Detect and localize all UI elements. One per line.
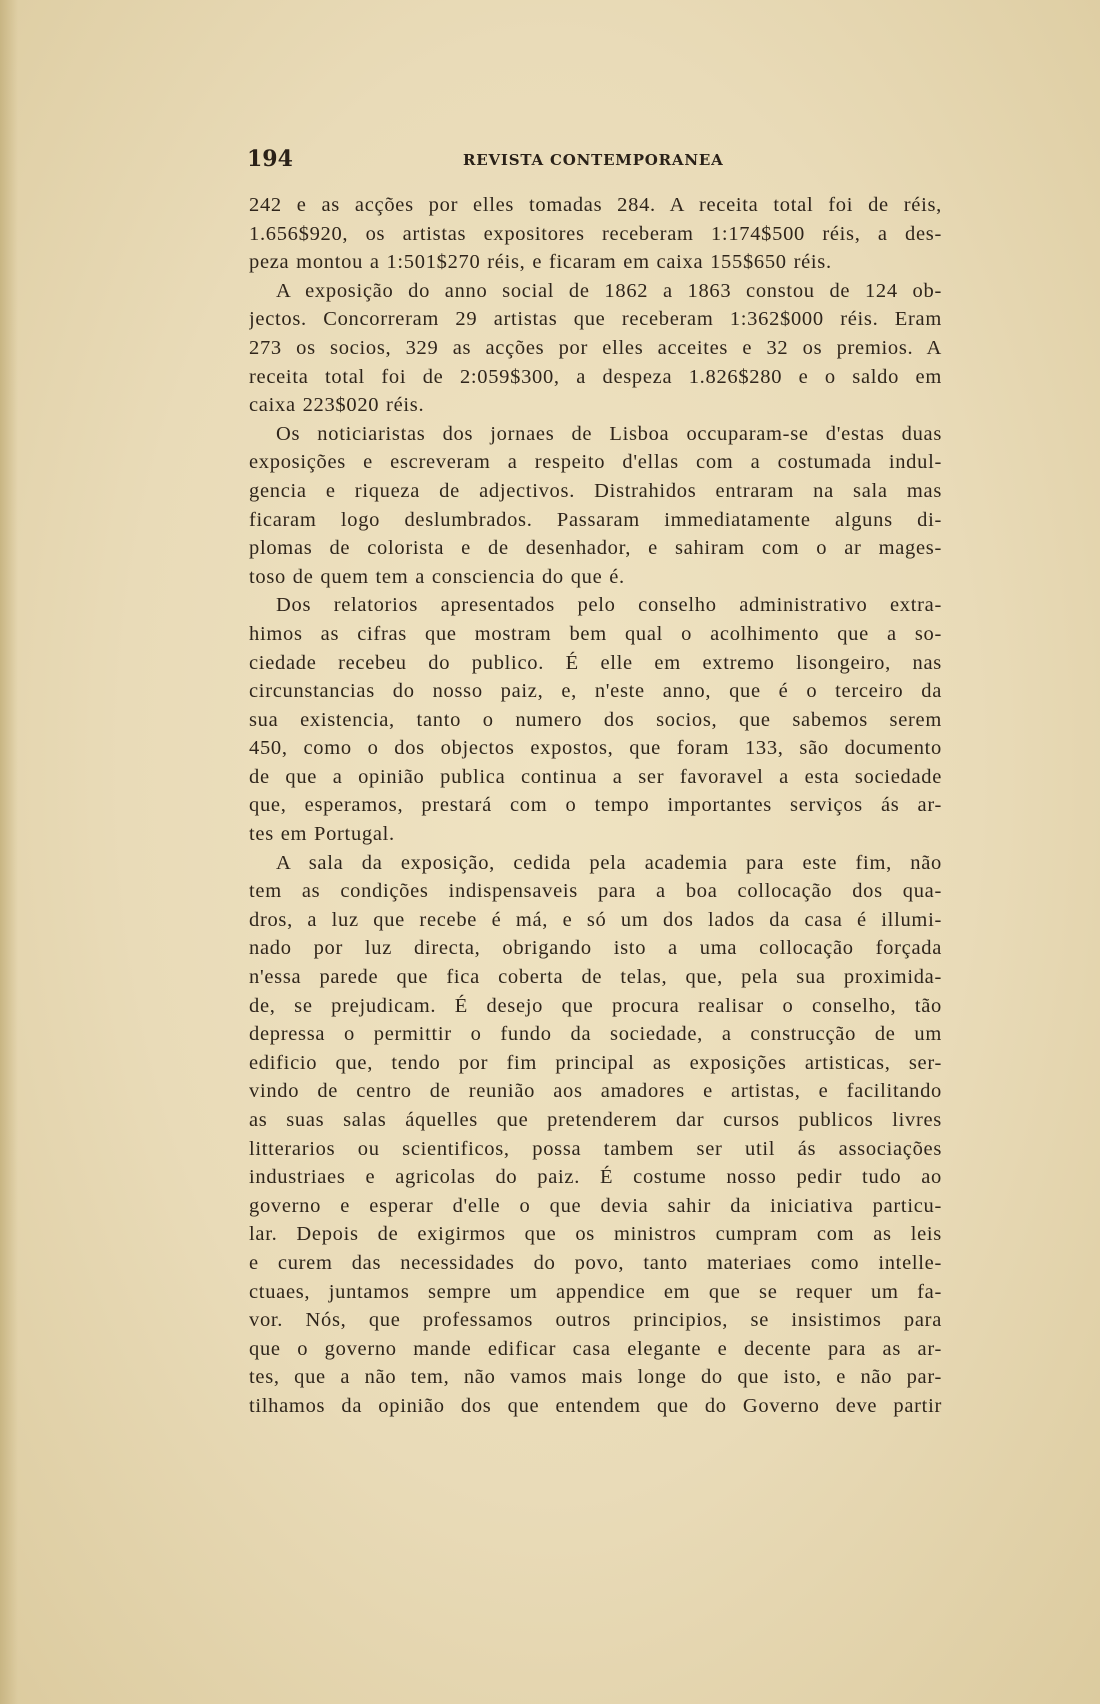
text-line: vindo de centro de reunião aos amadores e artistas, e facilitando [249, 1080, 942, 1103]
text-line: sua existencia, tanto o numero dos socios, que sabemos serem [249, 708, 942, 731]
page-header [247, 146, 941, 176]
text-line: circunstancias do nosso paiz, e, n'este anno, que é o terceiro da [249, 680, 942, 703]
text-line: e curem das necessidades do povo, tanto materiaes como intelle- [249, 1251, 942, 1274]
text-line: tes, que a não tem, não vamos mais longe do que isto, e não par- [249, 1366, 942, 1389]
text-line: de que a opinião publica continua a ser favoravel a esta sociedade [249, 765, 942, 788]
body-text [249, 191, 942, 1421]
text-line: 1.656$920, os artistas expositores receberam 1:174$500 réis, a des- [249, 222, 942, 245]
text-line: tem as condições indispensaveis para a boa collocação dos qua- [249, 880, 942, 903]
text-line: que o governo mande edificar casa elegante e decente para as ar- [249, 1337, 942, 1360]
text-line: 273 os socios, 329 as acções por elles acceites e 32 os premios. A [249, 336, 942, 359]
text-line: depressa o permittir o fundo da sociedade, a construcção de um [249, 1023, 942, 1046]
text-line: dros, a luz que recebe é má, e só um dos lados da casa é illumi- [249, 908, 942, 931]
text-line: tilhamos da opinião dos que entendem que do Governo deve partir [249, 1394, 942, 1417]
text-line: plomas de colorista e de desenhador, e sahiram com o ar mages- [249, 537, 942, 560]
text-line: A sala da exposição, cedida pela academia para este fim, não [276, 851, 942, 874]
text-line: as suas salas áquelles que pretenderem dar cursos publicos livres [249, 1109, 942, 1131]
text-line: gencia e riqueza de adjectivos. Distrahidos entraram na sala mas [249, 479, 942, 502]
text-line: de, se prejudicam. É desejo que procura realisar o conselho, tão [249, 994, 942, 1017]
text-line: 450, como o dos objectos expostos, que foram 133, são documento [249, 737, 942, 760]
text-line: receita total foi de 2:059$300, a despeza 1.826$280 e o saldo em [249, 365, 942, 388]
spine-shadow [0, 0, 18, 1704]
text-line: toso de quem tem a consciencia do que é. [249, 565, 625, 588]
text-line: jectos. Concorreram 29 artistas que receberam 1:362$000 réis. Eram [249, 308, 942, 331]
text-line: peza montou a 1:501$270 réis, e ficaram em caixa 155$650 réis. [249, 251, 832, 274]
text-line: 242 e as acções por elles tomadas 284. A receita total foi de réis, [249, 194, 942, 216]
text-line: himos as cifras que mostram bem qual o acolhimento que a so- [249, 622, 942, 645]
text-line: ciedade recebeu do publico. É elle em extremo lisongeiro, nas [249, 651, 942, 674]
text-line: que, esperamos, prestará com o tempo importantes serviços ás ar- [249, 794, 942, 817]
text-line: Os noticiaristas dos jornaes de Lisboa occuparam-se d'estas duas [276, 422, 942, 445]
running-title: REVISTA CONTEMPORANEA [463, 151, 724, 169]
page-number: 194 [247, 146, 293, 172]
text-line: A exposição do anno social de 1862 a 1863 constou de 124 ob- [276, 279, 942, 302]
text-line: caixa 223$020 réis. [249, 394, 425, 417]
text-line: vor. Nós, que professamos outros principios, se insistimos para [249, 1309, 942, 1332]
text-line: lar. Depois de exigirmos que os ministros cumpram com as leis [249, 1223, 942, 1246]
text-line: tes em Portugal. [249, 823, 395, 846]
text-line: governo e esperar d'elle o que devia sahir da iniciativa particu- [249, 1194, 942, 1217]
text-line: edificio que, tendo por fim principal as exposições artisticas, ser- [249, 1051, 942, 1074]
text-line: ctuaes, juntamos sempre um appendice em que se requer um fa- [249, 1280, 942, 1303]
text-line: exposições e escreveram a respeito d'ellas com a costumada indul- [249, 451, 942, 474]
text-line: Dos relatorios apresentados pelo conselho administrativo extra- [276, 594, 942, 617]
text-line: nado por luz directa, obrigando isto a uma collocação forçada [249, 937, 942, 960]
text-line: litterarios ou scientificos, possa tambem ser util ás associações [249, 1137, 942, 1160]
text-line: n'essa parede que fica coberta de telas, que, pela sua proximida- [249, 966, 942, 989]
text-line: ficaram logo deslumbrados. Passaram immediatamente alguns di- [249, 508, 942, 531]
text-line: industriaes e agricolas do paiz. É costume nosso pedir tudo ao [249, 1166, 942, 1189]
